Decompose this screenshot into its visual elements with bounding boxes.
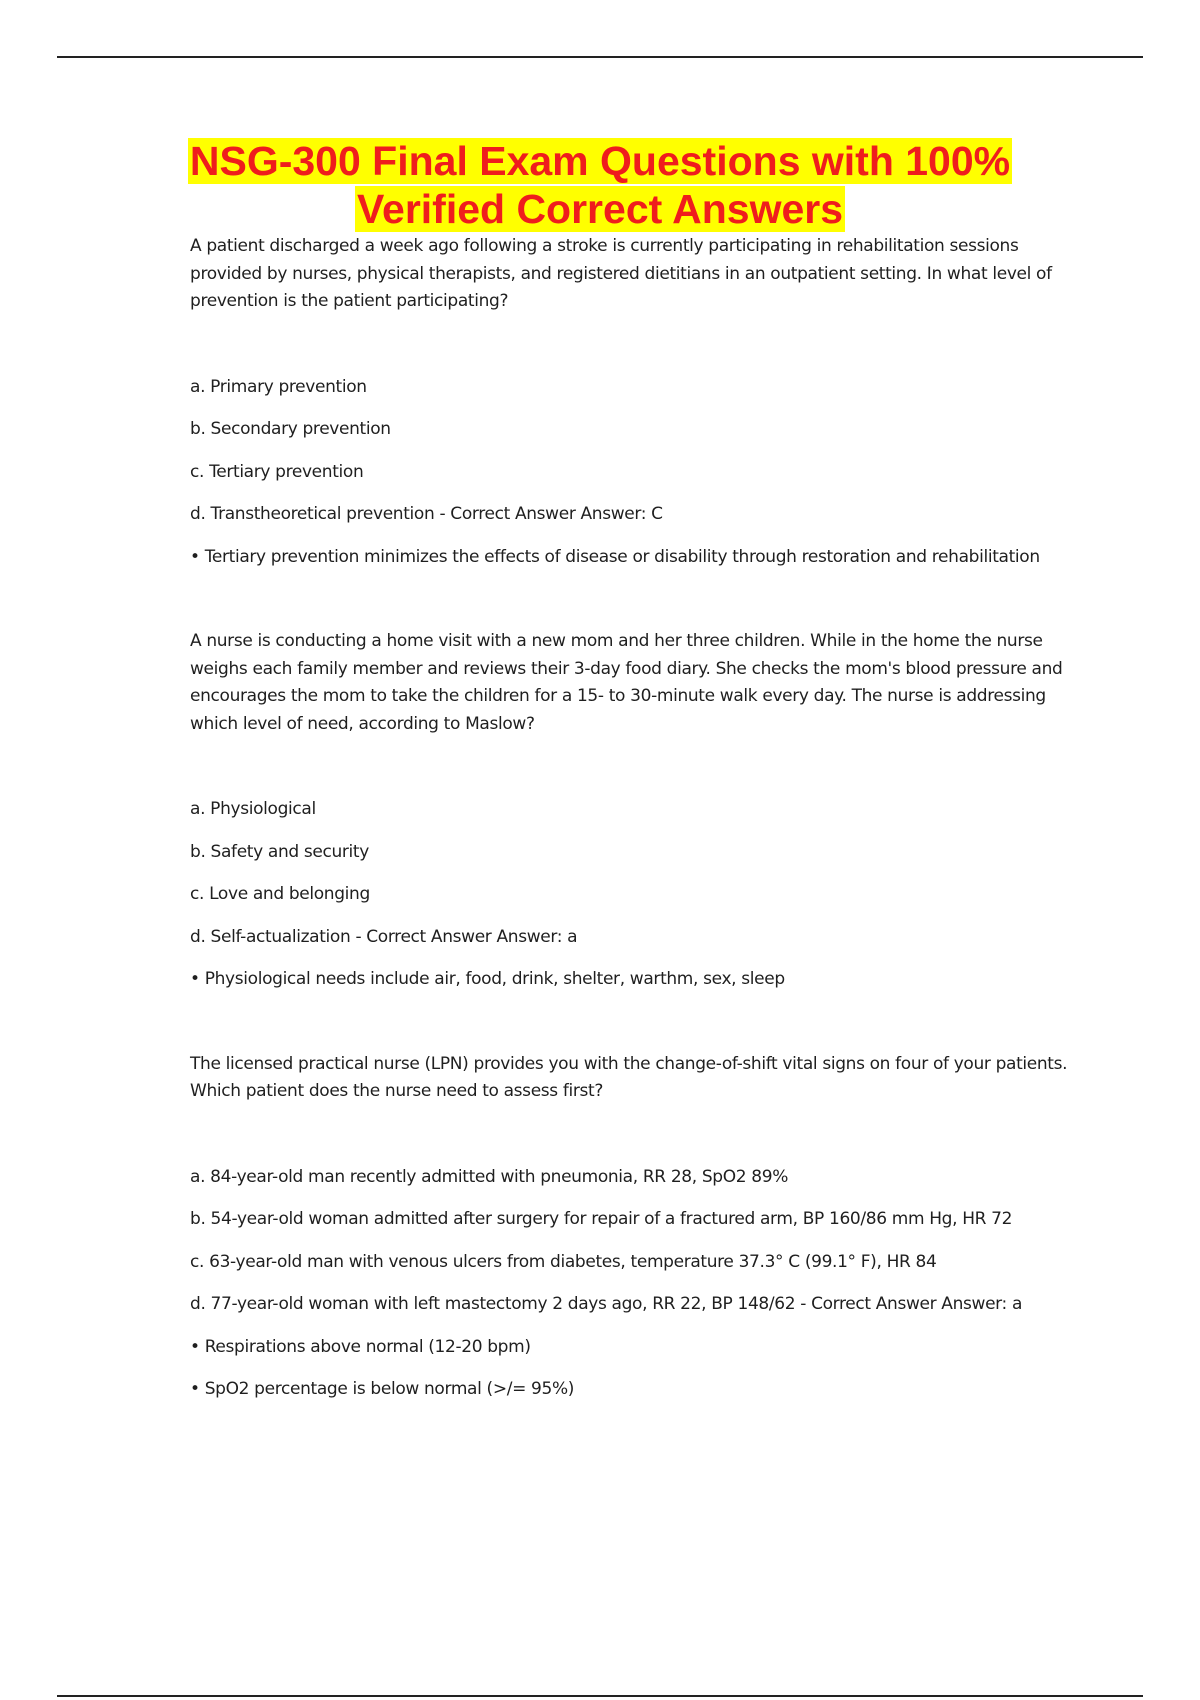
answer-option: a. Physiological — [190, 799, 316, 819]
answer-option: b. Safety and security — [190, 841, 369, 862]
question-stem: The licensed practical nurse (LPN) provides you with the change-of-shift vital signs on four of your patients. Which patient does the nurse need to assess first? — [190, 1053, 1068, 1101]
answer-option-correct: d. Self-actualization - Correct Answer Answer: a — [190, 926, 578, 947]
rationale-note: • Tertiary prevention minimizes the effects of disease or disability through restoration and rehabilitation — [190, 546, 1040, 567]
header-rule — [57, 56, 1143, 58]
answer-option: a. Primary prevention — [190, 376, 367, 397]
answer-option: b. 54-year-old woman admitted after surgery for repair of a fractured arm, BP 160/86 mm Hg, HR 72 — [190, 1209, 1013, 1229]
answer-option-correct: d. 77-year-old woman with left mastectomy 2 days ago, RR 22, BP 148/62 - Correct Answer Answer: a — [190, 1294, 1023, 1314]
answer-option: a. 84-year-old man recently admitted with pneumonia, RR 28, SpO2 89% — [190, 1166, 789, 1187]
title-line-2: Verified Correct Answers — [356, 186, 844, 232]
footer-rule — [57, 1695, 1143, 1697]
rationale-note: • Respirations above normal (12-20 bpm) — [190, 1336, 531, 1357]
document-body — [190, 233, 1070, 1419]
answer-option: c. Tertiary prevention — [190, 461, 364, 482]
question-stem: A patient discharged a week ago following a stroke is currently participating in rehabilitation sessions provided by nurses, physical therapists, and registered dietitians in an outpatient setting. In what level of prevention is the patient participating? — [190, 236, 1052, 311]
document-title — [0, 137, 1200, 233]
title-line-1: NSG-300 Final Exam Questions with 100% — [189, 138, 1011, 184]
answer-option-correct: d. Transtheoretical prevention - Correct Answer Answer: C — [190, 504, 663, 524]
question-stem: A nurse is conducting a home visit with a new mom and her three children. While in the home the nurse weighs each family member and reviews their 3-day food diary. She checks the mom's blood pressure and encourages the mom to take the children for a 15- to 30-minute walk every day. The nurse is addressing which level of need, according to Maslow? — [190, 631, 1063, 734]
rationale-note: • SpO2 percentage is below normal (>/= 95%) — [190, 1379, 575, 1399]
question-block — [190, 628, 1070, 994]
answer-option: c. 63-year-old man with venous ulcers from diabetes, temperature 37.3° C (99.1° F), HR 84 — [190, 1251, 937, 1272]
question-block — [190, 1051, 1070, 1404]
answer-option: c. Love and belonging — [190, 884, 370, 904]
rationale-note: • Physiological needs include air, food, drink, shelter, warthm, sex, sleep — [190, 969, 785, 989]
answer-option: b. Secondary prevention — [190, 419, 391, 439]
question-block — [190, 233, 1070, 571]
